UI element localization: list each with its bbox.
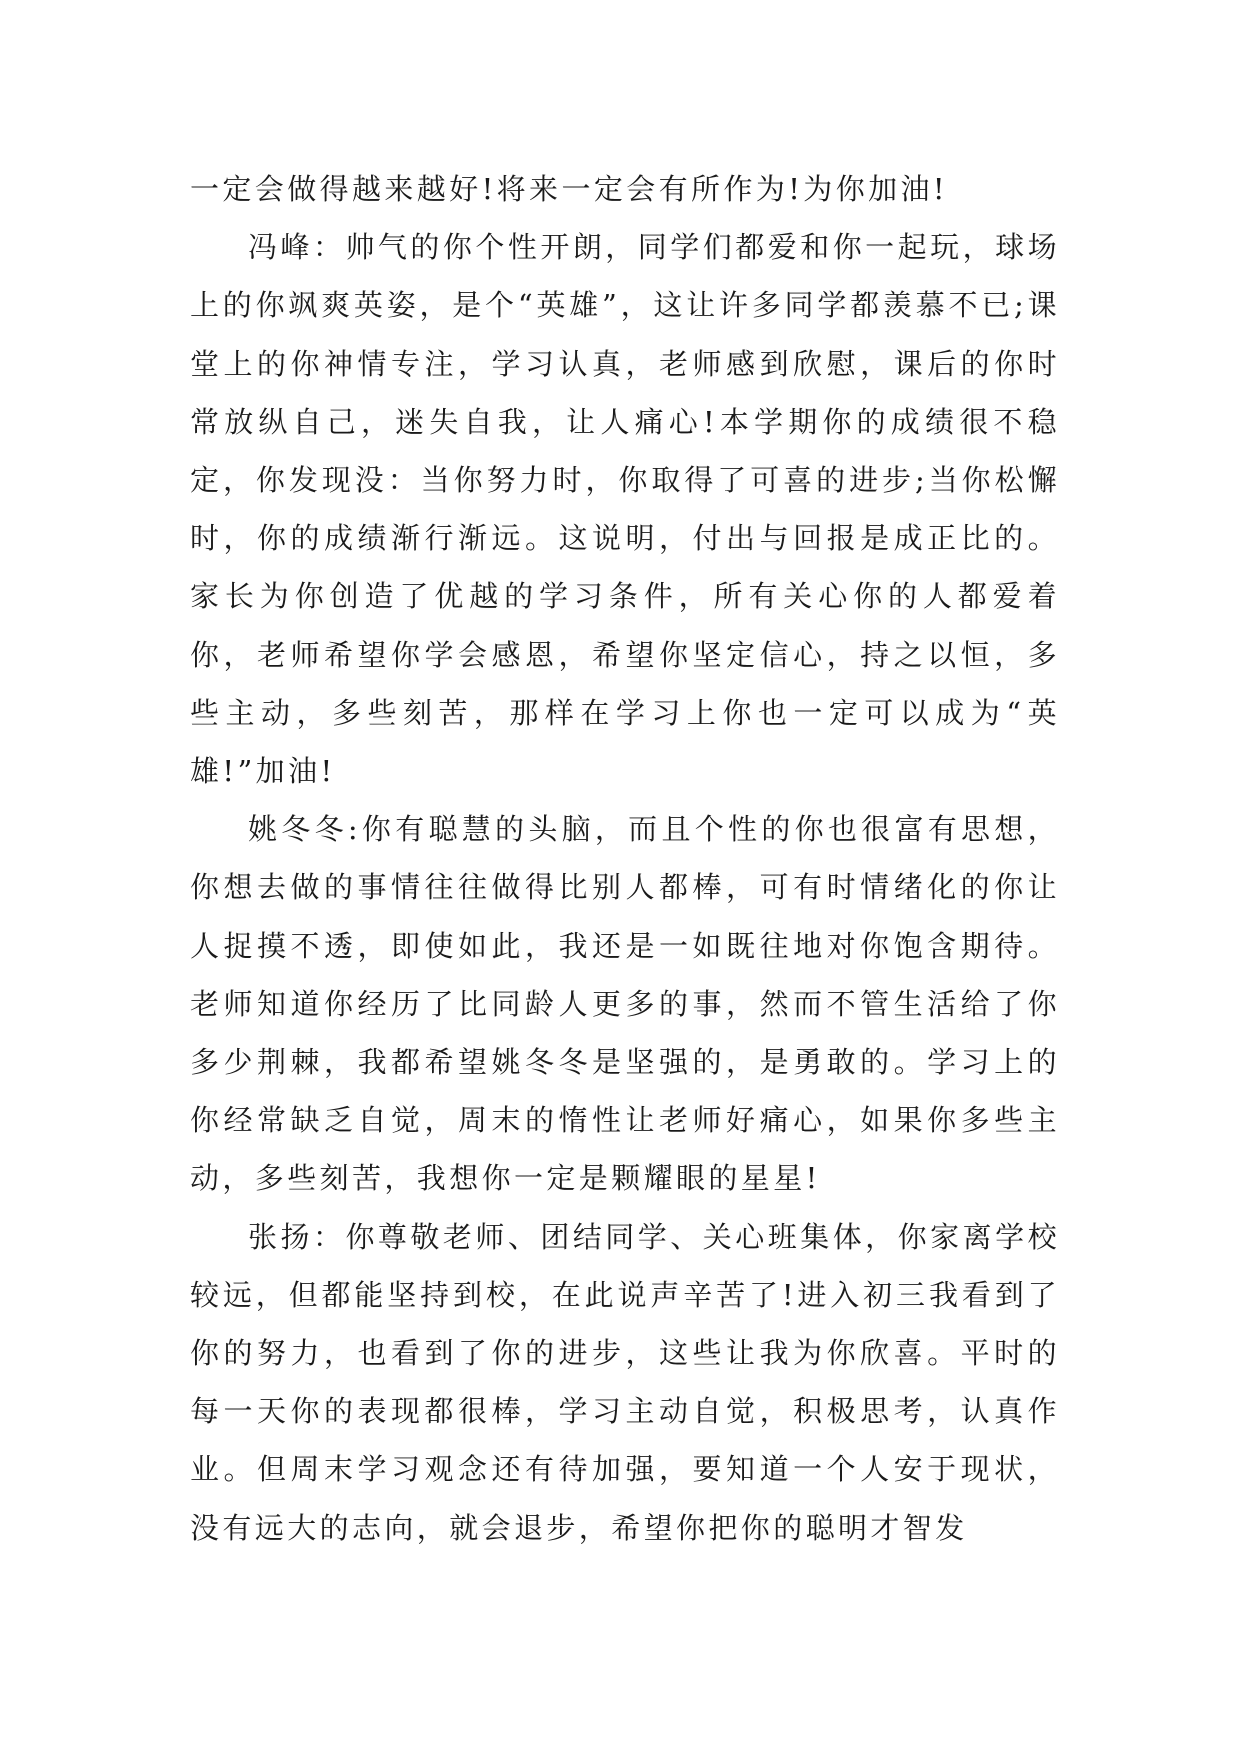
paragraph-zhang-yang: 张扬：你尊敬老师、团结同学、关心班集体，你家离学校较远，但都能坚持到校，在此说声辛苦了!进入初三我看到了你的努力，也看到了你的进步，这些让我为你欣喜。平时的每一天你的表现都很棒，学习主动自觉，积极思考，认真作业。但周末学习观念还有待加强，要知道一个人安于现状，没有远大的志向，就会退步，希望你把你的聪明才智发	[190, 1219, 1060, 1545]
document-body	[190, 160, 1060, 1557]
paragraph-continuation: 一定会做得越来越好!将来一定会有所作为!为你加油!	[190, 172, 948, 206]
paragraph-yao-dongdong: 姚冬冬:你有聪慧的头脑，而且个性的你也很富有思想，你想去做的事情往往做得比别人都棒，可有时情绪化的你让人捉摸不透，即使如此，我还是一如既往地对你饱含期待。老师知道你经历了比同龄人更多的事，然而不管生活给了你多少荆棘，我都希望姚冬冬是坚强的，是勇敢的。学习上的你经常缺乏自觉，周末的惰性让老师好痛心，如果你多些主动，多些刻苦，我想你一定是颗耀眼的星星!	[190, 812, 1060, 1196]
paragraph-feng-feng: 冯峰：帅气的你个性开朗，同学们都爱和你一起玩，球场上的你飒爽英姿，是个“英雄”，这让许多同学都羡慕不已;课堂上的你神情专注，学习认真，老师感到欣慰，课后的你时常放纵自己，迷失自我，让人痛心!本学期你的成绩很不稳定，你发现没：当你努力时，你取得了可喜的进步;当你松懈时，你的成绩渐行渐远。这说明，付出与回报是成正比的。家长为你创造了优越的学习条件，所有关心你的人都爱着你，老师希望你学会感恩，希望你坚定信心，持之以恒，多些主动，多些刻苦，那样在学习上你也一定可以成为“英雄!”加油!	[190, 230, 1060, 789]
